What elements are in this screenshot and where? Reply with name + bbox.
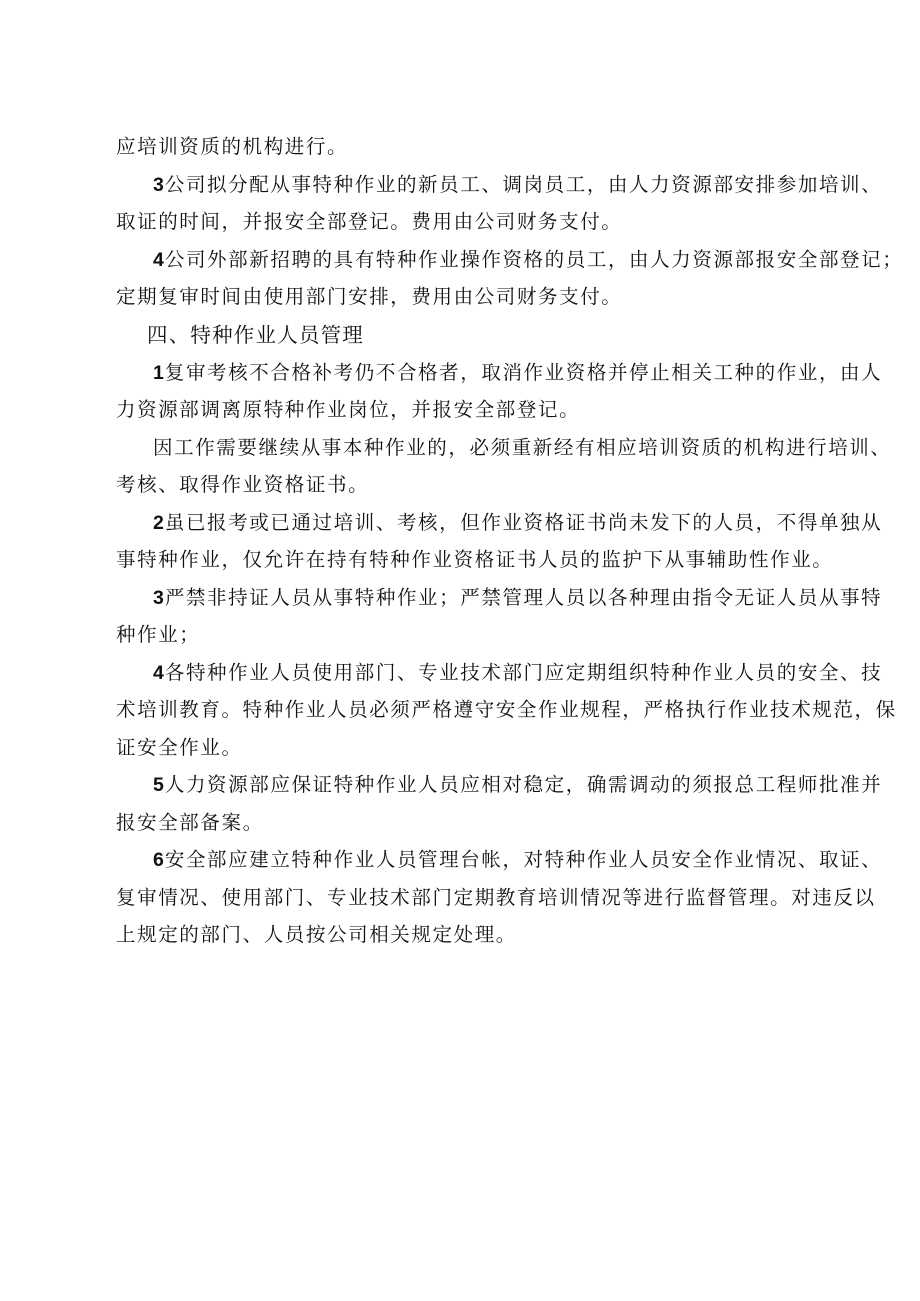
section-heading: 四、特种作业人员管理 [147,322,364,347]
section4-paragraph-5: 5人力资源部应保证特种作业人员应相对稳定，确需调动的须报总工程师批准并 [153,773,883,796]
section4-paragraph-6-line-2: 复审情况、使用部门、专业技术部门定期教育培训情况等进行监督管理。对违反以 [116,885,876,909]
section4-paragraph-1b-line-2: 考核、取得作业资格证书。 [116,473,370,496]
paragraph-3-line-2: 取证的时间，并报安全部登记。费用由公司财务支付。 [116,210,623,233]
paragraph-3: 3公司拟分配从事特种作业的新员工、调岗员工，由人力资源部安排参加培训、 [153,172,883,196]
item-number: 6 [153,849,164,871]
paragraph-4: 4公司外部新招聘的具有特种作业操作资格的员工，由人力资源部报安全部登记； [153,247,904,271]
section4-paragraph-3-line-2: 种作业； [116,623,201,646]
paragraph-4-line-2: 定期复审时间由使用部门安排，费用由公司财务支付。 [116,285,623,308]
item-number: 4 [153,248,164,271]
item-number: 3 [153,586,164,609]
section4-paragraph-6: 6安全部应建立特种作业人员管理台帐，对特种作业人员安全作业情况、取证、 [153,848,883,871]
section4-paragraph-1: 1复审考核不合格补考仍不合格者，取消作业资格并停止相关工种的作业，由人 [153,360,883,384]
item-number: 2 [153,511,164,534]
item-number: 3 [153,173,164,196]
section4-paragraph-5-line-2: 报安全部备案。 [116,810,264,834]
section4-paragraph-3: 3严禁非持证人员从事特种作业；严禁管理人员以各种理由指令无证人员从事特 [153,585,883,609]
section4-paragraph-4-line-3: 证安全作业。 [116,735,243,759]
section4-paragraph-2: 2虽已报考或已通过培训、考核，但作业资格证书尚未发下的人员，不得单独从 [153,510,883,534]
item-number: 1 [153,361,164,384]
item-number: 5 [153,774,164,796]
section4-paragraph-6-line-3: 上规定的部门、人员按公司相关规定处理。 [116,923,517,946]
paragraph-continuation: 应培训资质的机构进行。 [116,135,349,158]
section4-paragraph-4-line-2: 术培训教育。特种作业人员必须严格遵守安全作业规程，严格执行作业技术规范，保 [116,698,897,721]
section4-paragraph-1-line-2: 力资源部调离原特种作业岗位，并报安全部登记。 [116,398,581,421]
section4-paragraph-4: 4各特种作业人员使用部门、专业技术部门应定期组织特种作业人员的安全、技 [153,660,883,684]
section4-paragraph-1b: 因工作需要继续从事本种作业的，必须重新经有相应培训资质的机构进行培训、 [153,435,892,459]
item-number: 4 [153,661,164,684]
section4-paragraph-2-line-2: 事特种作业，仅允许在持有特种作业资格证书人员的监护下从事辅助性作业。 [116,548,834,571]
document-body [116,128,904,954]
